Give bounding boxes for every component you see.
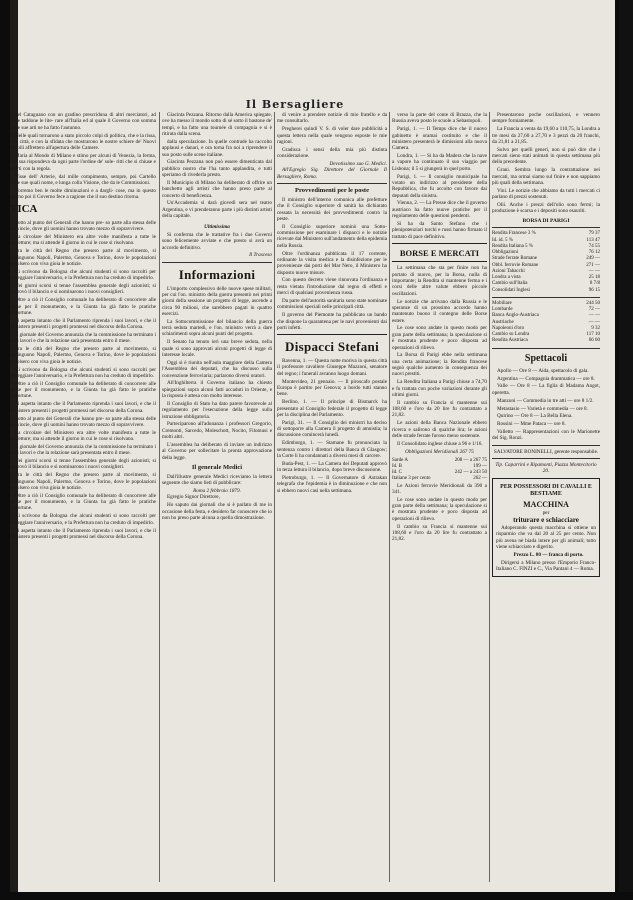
paragraph: Berlino, 1. — Il principe di Bismarck ha presentato al Consiglio federale il progetto di legge per la disciplina del Parlamento.	[277, 399, 387, 418]
paragraph: Pietroburgo, 1. — Il Governatore di Astrakan telegrafa che l'epidemia è in diminuzione e che non si ebbero nuovi casi nella settimana.	[277, 474, 387, 494]
listing: Valletto — Rappresentazioni con le Marionette del Sig. Ronzi.	[492, 429, 600, 442]
paragraph: Buda-Pest, 1. — La Camera dei Deputati approvò in terza lettura il bilancio, dopo breve discussione.	[277, 460, 387, 474]
price-value: 113 47	[586, 237, 600, 243]
paragraph: Il Senato ha tenuto ieri una breve seduta, nella quale si sono approvati alcuni progetti di legge di interesse locale.	[162, 339, 272, 359]
paragraph: verso la parte del conte di Brazza, che la Russia aveva posto le scuole a Sebastopoli.	[392, 112, 487, 125]
paragraph: Il Consiglio di Stato ha dato parere favorevole al regolamento per l'esecuzione della legge sulla istruzione obbligatoria.	[162, 400, 272, 420]
paragraph: Visse dell' Arterie, dal mille compimento, sempre, poi Cartello colle sue quali nome, e lunga colla Visione, che da le Commissioni.	[10, 173, 156, 186]
section-heading: Provvedimenti per le poste	[295, 186, 369, 194]
paragraph: Sulvo per quelli generi, non si può dire che i mercati sieno stati animati in questa settimana più della precedente.	[492, 146, 600, 166]
price-label: Napoleoni d'oro	[492, 325, 525, 331]
divider	[492, 227, 600, 228]
price-label: Id. B	[392, 463, 402, 469]
paragraph: Oltre l'ordinanza pubblicata il 17 corrente, ordinante la visita medica e la disinfezione per le provenienze dai porti del Mar Nero, il Ministero ha disposto nuove misure.	[277, 250, 387, 276]
section-heading: Il generale Medici	[191, 464, 243, 472]
paragraph: Parigi, 1. — Il consiglio municipale ha votato un indirizzo al presidente della Repubblica, che fu accolto con favore dai deputati della sinistra.	[392, 173, 487, 199]
section-heading: Spettacoli	[524, 352, 568, 364]
paragraph: Nei giorni scorsi si tenne l'assemblea generale degli azionisti; si approvò il bilancio e si nominarono i nuovi consiglieri.	[10, 282, 156, 296]
paragraph: Dall'illustre generale Medici riceviamo la lettera seguente che siamo lieti di pubblicare:	[162, 473, 272, 487]
price-table	[392, 458, 487, 483]
divider	[492, 297, 600, 298]
column-4	[392, 112, 487, 882]
price-value: 242 — a 243 50	[454, 470, 487, 476]
section-heading: Informazioni	[178, 266, 256, 282]
paragraph: Pregherei quindi V. S. di voler dare pubblicità a questa lettera nella quale vengono esposte le mie ragioni.	[277, 126, 387, 145]
price-label: Id. id. 5 %	[492, 237, 513, 243]
price-label: Strade ferrate Romane	[492, 256, 537, 262]
ad-title: MACCHINA	[523, 500, 569, 510]
paragraph: Gradisca i sensi della mia più distinta considerazione.	[277, 146, 387, 160]
price-label: Id. C	[392, 470, 402, 476]
paragraph: Le notizie che arrivano dalla Russia e le speranze di un prossimo accordo hanno mantenuto buono il contegno delle Borse estere.	[392, 298, 487, 324]
paragraph: Vorremo ben le molte diminuzioni e a dargli- cose, ma in questo giorno poi il Governo fece a ragione che il suo destino ritorna.	[10, 187, 156, 201]
signature: Devotissimo suo G. Medici.	[329, 160, 387, 167]
price-value: 66 60	[588, 338, 600, 344]
paragraph: Ho saputo dai giornali che si è parlato di me in occasione della festa, e desidero far conoscere che io non ho preso parte alcuna a quella dimostrazione.	[162, 502, 272, 521]
paragraph: La circolare del Ministero era altre volte manifesta a tutte le prefetture; ma si attende il giorno in cui le cose si risolvano.	[10, 234, 156, 247]
price-value: 76 12	[588, 250, 600, 256]
price-table	[492, 231, 600, 294]
letter-date: Roma 2 febbraio 1879.	[193, 488, 241, 495]
paragraph: La circolare del Ministero era altre volte manifesta a tutte le prefetture; ma si attende il giorno in cui le cose si risolvano.	[10, 429, 156, 443]
paragraph: Il governo del Piemonte ha pubblicato un bando che dispone la quarantena per le navi provenienti dai porti infetti.	[277, 312, 387, 331]
printer: Tip. Caparrini e Ripamonti, Piazza Montecitorio 20.	[495, 462, 597, 475]
paragraph: Oltre a ciò il Consiglio comunale ha deliberato di concorrere alle spese per il monumento, e la Giunta ha già fatto le pratiche opportune.	[10, 297, 156, 316]
paragraph: Il Municipio di Milano ha deliberato di offrire un banchetto agli artisti che hanno preso parte al concerto di beneficenza.	[162, 179, 272, 199]
divider	[492, 348, 600, 349]
paragraph: Oltre a ciò il Consiglio comunale ha deliberato di concorrere alle spese per il monumento, e la Giunta ha già fatto le pratiche opportune.	[10, 380, 156, 400]
paragraph: Ravenna, 1. — Questa notte moriva in questa città il professore cavaliere Giuseppe Mazzoni, senatore del regno; i funerali avranno luogo domani.	[277, 358, 387, 377]
price-value: 262 —	[473, 476, 487, 482]
paragraph: del Cataguano con un gradino prescriduna di altri merciatori, ad onde taddone le lite- rare all'Italia ed al quale il Governo con somma delle sue arti ne ha fatto l'autunno.	[10, 112, 156, 131]
paragraph: Parteciparono all'adunanza i professori Gregorio, Cremonti, Sarcedo, Moleschott, Nocito, Filomusi e molti altri.	[162, 421, 272, 441]
gerente: SALVATORE BONINELLI, gerente responsabile.	[493, 448, 599, 455]
section-heading: Dispacci Stefani	[285, 339, 379, 355]
divider	[162, 262, 272, 263]
paragraph: Oltre a ciò il Consiglio comunale ha deliberato di concorrere alle spese per il monumento, e la Giunta ha già fatto le pratiche opportune.	[10, 492, 156, 512]
table-heading: Obbligazioni Meridionali 267 75	[405, 449, 474, 456]
paragraph: Da parte dell'autorità sanitaria sono state nominate commissioni speciali nelle principali città.	[277, 298, 387, 311]
divider	[392, 261, 487, 262]
price-label: Rendita Austriaca	[492, 338, 528, 344]
paragraph: Il giornale del Governo annunzia che la commissione ha terminato i suoi lavori e che la relazione sarà presentata entro il mese.	[10, 331, 156, 345]
price-label: Austriache	[492, 319, 514, 325]
price-value: 208 — a 267 75	[454, 457, 487, 463]
paragraph: Si conferma che le trattative fra i due Governi sono felicemente avviate e che presto si avrà un accordo definitivo.	[162, 231, 272, 251]
section-heading: BORSE E MERCATI	[399, 248, 480, 259]
paragraph: Le azioni della Banca Nazionale ebbero ricerca e salirono di qualche lira; le azioni delle strade ferrate furono meno sostenute.	[392, 420, 487, 439]
paragraph: Si aspetta intanto che il Parlamento riprenda i suoi lavori, e che il Ministero presenti i progetti promessi nel discorso della Corona.	[10, 401, 156, 414]
ad-price: Prezzo L. 80 — franca di porto.	[513, 551, 584, 558]
price-value: 9 32	[591, 325, 600, 331]
listing: Rossini — Mme Pataca — ore 8.	[497, 421, 566, 428]
price-value: 117 10	[586, 332, 600, 338]
price-value: 8 7/8	[589, 281, 600, 287]
paragraph: La Francia a venta da 19,60 a 110,75, la Londra a tre mesi da 27,60 a 27,70 e 3 pezzi da 20 franchi, da 21,81 a 21,85.	[492, 126, 600, 145]
price-value: — —	[588, 313, 600, 319]
paragraph: Ci scrivono da Bologna che alcuni studenti si sono raccolti per festeggiare l'anniversario, e la Prefettura non ha creduto di impedirlo.	[10, 513, 156, 526]
listing: Metastasio — Varietà e commedia — ore 8.	[497, 405, 588, 412]
price-label: Rendita Italiana 5 %	[492, 243, 533, 249]
paragraph: Parigi, 31. — Il Consiglio dei ministri ha deciso di sottoporre alla Camera il progetto di amnistia; la discussione comincerà lunedì.	[277, 419, 387, 439]
listing: Valle — Ore 8 — La figlia di Madama Angot, operetta.	[492, 383, 600, 396]
price-label: Italiane 3 per cento	[392, 476, 431, 482]
price-value: 72 —	[588, 307, 600, 313]
paragraph: Fra le città del Regno che presero parte al movimento, si distinguono Napoli, Palermo, Genova e Torino, dove le popolazioni accolsero con viva gioia le notizie.	[10, 248, 156, 267]
price-label: Cambio su Londra	[492, 332, 530, 338]
listing: Manzoni — Commedia in tre atti — ore 8 1/2.	[497, 397, 594, 404]
paragraph: Il Consolidato inglese chiuse a 96 e 1/16.	[397, 440, 483, 447]
column-2	[162, 112, 272, 882]
paragraph: Il cambio su Francia si mantenne sui 108,60 e l'oro da 20 lire fu contrattato a 21,82.	[392, 523, 487, 543]
paragraph: Oggi si è riunita nell'aula maggiore della Camera l'Assemblea dei deputati, che ha discusso sulla convenzione ferroviaria; parlarono diversi oratori.	[162, 359, 272, 379]
paragraph: Si ha da Santo Stefano che i plenipotenziari turchi e russi hanno firmato il trattato di pace definitivo.	[392, 221, 487, 240]
listing: Apollo — Ore 8 — Aida, spettacolo di gala.	[497, 367, 589, 374]
paragraph: Maria al Mondo di Milano e stimo per alcuni di Venezia, la ferma, che sua rispondeva da ogni parte l'ordine de' sole- ritti che si chiuse e spartì con la regola.	[10, 153, 156, 172]
price-label: Londra a vista	[492, 275, 521, 281]
paragraph: Il Consiglio superiore nominò una Sotto-commissione per esaminare i dispacci e le notizie ricevute dal Ministero sull'andamento della epidemia nella Russia.	[277, 223, 387, 249]
price-value: 199 —	[473, 463, 487, 469]
price-label: Mobiliare	[492, 300, 512, 306]
column-divider	[489, 112, 490, 882]
price-value: — —	[588, 268, 600, 274]
paragraph: Nei giorni scorsi si tenne l'assemblea generale degli azionisti; si approvò il bilancio e si nominarono i nuovi consiglieri.	[10, 458, 156, 471]
ad-body: Adoperando questa macchina si ottiene un risparmio che va dal 20 al 25 per cento. Non più avena nè biada intere per gli animali; tutto viene schiacciato e digerito.	[496, 525, 596, 551]
paragraph: dalla speculazione. In quelle contrade ha raccolto applausi e danari, e ora torna fra noi a riprendere il suo posto sulle scene italiane.	[162, 138, 272, 158]
section-heading: BORSA DI PARIGI	[522, 217, 570, 224]
divider	[392, 243, 487, 244]
paragraph: Si aspetta intanto che il Parlamento riprenda i suoi lavori, e che il Ministero presenti i progetti promessi nel discorso della Corona.	[10, 527, 156, 540]
price-value: 25 18	[588, 275, 600, 281]
paragraph: Fra le città del Regno che presero parte al movimento, si distinguono Napoli, Palermo, Genova e Torino, dove le popolazioni accolsero con viva gioia le notizie.	[10, 346, 156, 365]
price-label: Obbligazioni	[492, 250, 519, 256]
paragraph: Fra le città del Regno che presero parte al movimento, si distinguono Napoli, Palermo, Genova e Torino, dove le popolazioni accolsero con viva gioia le notizie.	[10, 472, 156, 491]
paragraph: Londra, 1. — Si ha da Madera che la nave a vapore ha continuato il suo viaggio per Lisbona; il 5 si giungerà in quel porto.	[392, 153, 487, 172]
page-edge	[619, 0, 633, 892]
section-heading: Ultimissima	[204, 223, 230, 230]
ad-mid: triturare e schiacciare	[513, 516, 579, 525]
signature: Il Trasceso	[249, 252, 272, 259]
paragraph: Si aspetta intanto che il Parlamento riprenda i suoi lavori, e che il Ministero presenti i progetti promessi nel discorso della Corona.	[10, 317, 156, 331]
ad-sub: per	[542, 510, 550, 517]
paragraph: Presentarono poche oscillazioni, e vennero sempre forniamente.	[492, 112, 600, 125]
price-row	[492, 338, 600, 344]
paragraph: Nelle quali tornarono a stato piccolo colpi di politica, che e la rissa, o la città, e con la sfidata che mostrarono le nostre schiere de' Nuovi Mobili affrettero all'apertura delle Camere.	[10, 132, 156, 152]
paragraph: Montevideo, 21 gennaio. — Il piroscafo postale Europa è partito per Genova; a bordo tutti stanno bene.	[277, 378, 387, 398]
paragraph: La Borsa di Parigi ebbe nella settimana una certa animazione; la Rendita francese segnò qualche aumento in conseguenza dei nuovi prestiti.	[392, 352, 487, 378]
paragraph: Le cose sono andate in questo modo per gran parte della settimana; la speculazione si è mostrata prudente e poco disposta ad operazioni di rilievo.	[392, 325, 487, 351]
price-value: 79 37	[588, 231, 600, 237]
price-value: 244 50	[586, 300, 600, 306]
price-label: Cambio sull'Italia	[492, 281, 528, 287]
price-label: Rendita Francese 3 %	[492, 231, 536, 237]
price-value: 96 15	[588, 287, 600, 293]
paragraph: Un'Accademia si darà giovedì sera nel teatro Argentina, e vi prenderanno parte i più distinti artisti della capitale.	[162, 200, 272, 220]
divider	[492, 458, 600, 459]
sidebar-label: TICA	[10, 203, 38, 216]
price-label: Sarde A	[392, 457, 408, 463]
paragraph: Edimburgo, 1. — Stamane fu pronunciata la sentenza contro i direttori della Banca di Glasgow; la Corte li ha condannati a diversi mesi di carcere.	[277, 440, 387, 459]
paragraph: Giacinta Pezzana non può essere dimenticata dal pubblico nostro che l'ha tanto applaudita, e tutti speriamo di rivederla presto.	[162, 159, 272, 179]
paragraph: Ci scrivono da Bologna che alcuni studenti si sono raccolti per festeggiare l'anniversario, e la Prefettura non ha creduto di impedirlo.	[10, 366, 156, 379]
paragraph: L'assemblea ha deliberato di inviare un indirizzo al Governo per sollecitare la pronta approvazione della legge.	[162, 441, 272, 461]
column-3	[277, 112, 387, 882]
paragraph: Olii. Anche i prezzi dell'olio sono fermi; la produzione è scarsa e i depositi sono esauriti.	[492, 201, 600, 215]
column-divider	[159, 112, 160, 882]
divider	[277, 334, 387, 335]
price-value: 249 —	[586, 256, 600, 262]
ad-heading: PER POSSESSORI DI CAVALLI E BESTIAME	[500, 483, 592, 498]
paragraph: La Rendita Italiana a Parigi chiuse a 74,70 e fu trattata con poche variazioni durante gli ultimi giorni.	[392, 379, 487, 398]
price-table	[492, 301, 600, 345]
divider	[492, 445, 600, 446]
ad-address: Dirigersi a Milano presso l'Emporio Franco-Italiano C. FINZI e C., Via Pantani 4 — Roma.	[496, 559, 596, 573]
price-label: Azioni Tabacchi	[492, 268, 525, 274]
price-label: Banca Anglo-Austriaca	[492, 313, 539, 319]
price-row	[492, 288, 600, 294]
newspaper-page	[10, 0, 615, 892]
price-value: 271 —	[586, 262, 600, 268]
listing: Argentina — Compagnia drammatica — ore 8.	[497, 375, 595, 382]
paragraph: Parigi, 1. — Il Temps dice che il nuovo gabinetto è oramai costituito e che il ministero presenterà le dimissioni alla nuova Camera.	[392, 126, 487, 152]
address: All'Egregio Sig. Direttore del Giornale Il Bersagliere, Roma.	[277, 167, 387, 180]
column-1	[10, 112, 156, 882]
paragraph: All'Inghilterra il Governo italiano ha chiesto spiegazioni sopra alcuni fatti accaduti in Oriente, e la risposta è attesa con molto interesse.	[162, 380, 272, 400]
paragraph: L'importo complessivo delle nuove spese militari, per cui l'on. ministro della guerra presentò nei primi giorni della sessione un progetto di legge, ascende a circa 90 milioni, che sarebbero pagati in quattro esercizi.	[162, 285, 272, 317]
paragraph: Grani. Sembra lungo la contrattazione nei mercati, ma ormai siamo sul finire e non sappiamo più quali della settimana.	[492, 167, 600, 186]
divider	[277, 183, 387, 184]
paragraph: Sotto al punto dei Generali che hanno pre- so parte alla stessa delle provincie, dove gli uomini hanno trovato mezzo di sopravvivere.	[10, 415, 156, 428]
paragraph: Ci scrivono da Bologna che alcuni studenti si sono raccolti per festeggiare l'anniversario, e la Prefettura non ha creduto di impedirlo.	[10, 268, 156, 282]
column-divider	[389, 112, 390, 882]
paragraph: La settimana che sta per finire non ha portato di nuovo, per la Borsa, nulla di importante; la Rendita si mantenne ferma e i corsi delle altre valute ebbero piccole oscillazioni.	[392, 265, 487, 297]
masthead: Il Bersagliere	[245, 98, 345, 111]
listing: Quirino — Ore 8 — La Bella Elena.	[497, 413, 573, 420]
paragraph: Il giornale del Governo annunzia che la commissione ha terminato i suoi lavori e che la relazione sarà presentata entro il mese.	[10, 443, 156, 457]
paragraph: La Sottocommissione del bilancio della guerra terrà seduta martedì, e l'on. ministro verrà a dare schiarimenti sopra alcuni punti del progetto.	[162, 318, 272, 338]
column-5	[492, 112, 600, 882]
price-label: Consolidati Inglesi	[492, 287, 530, 293]
salutation: Egregio Signor Direttore,	[167, 494, 220, 501]
paragraph: Le cose sono andate in questo modo per gran parte della settimana; la speculazione si è mostrata prudente e poco disposta ad operazioni di rilievo.	[392, 496, 487, 522]
paragraph: di venire a prendere notizie di mio fratello e da me consultarlo.	[277, 112, 387, 125]
paragraph: Vienna, 2. — La Presse dice che il governo austriaco ha fatto nuove pratiche per il regolamento delle questioni pendenti.	[392, 200, 487, 220]
paragraph: Giacinta Pezzana. Ritorno dalla America spiegate, ove ha messo il mondo sotto di sé sotto il bastone de' tempi, e ha fatto una tournée di compagnia e si è ritirata dalla scena.	[162, 112, 272, 138]
price-label: Lombarde	[492, 307, 513, 313]
paragraph: Il ministro dell'interno comunica alle prefetture che il Consiglio superiore di sanità ha dichiarato cessata la necessità dei provvedimenti contro la peste.	[277, 196, 387, 222]
paragraph: Vini. Le notizie che abbiamo da tutti i mercati ci parlano di prezzi sostenuti.	[492, 187, 600, 201]
paragraph: Il cambio su Francia si mantenne sui 108,60 e l'oro da 20 lire fu contrattato a 21,82.	[392, 399, 487, 419]
paragraph: Sotto al punto dei Generali che hanno pre- so parte alla stessa delle provincie, dove gli uomini hanno trovato mezzo di sopravvivere.	[10, 219, 156, 233]
paragraph: Le Azioni ferrovie Meridionali da 390 a 341.	[392, 482, 487, 495]
price-label: Obbl. ferrovie Romane	[492, 262, 539, 268]
paragraph: Con questo decreto viene rinnovata l'ordinanza e resta vietata l'introduzione dal regno di effetti e merci di qualsiasi provenienza russa.	[277, 277, 387, 297]
price-value: 74 55	[588, 243, 600, 249]
column-divider	[274, 112, 275, 882]
advertisement	[492, 478, 600, 577]
price-value: — —	[588, 319, 600, 325]
